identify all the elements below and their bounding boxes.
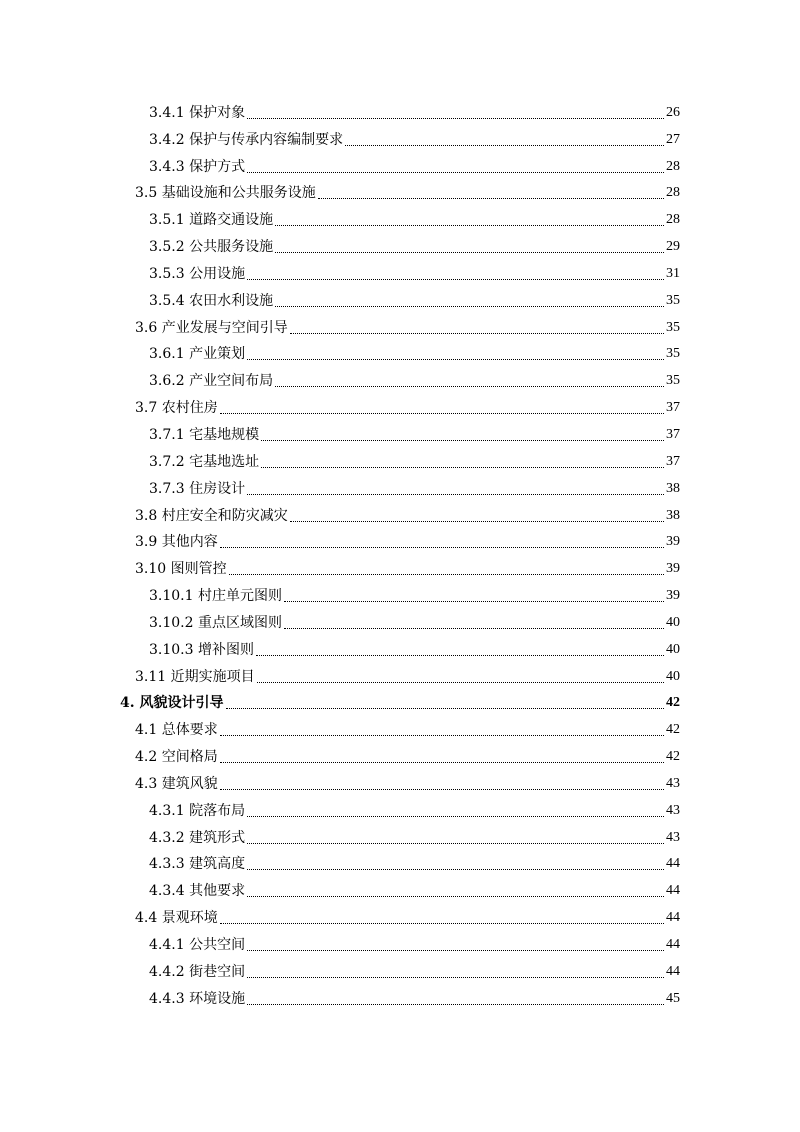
toc-page-number: 44 — [666, 910, 680, 926]
toc-page-number: 29 — [666, 239, 680, 255]
toc-page-number: 42 — [666, 722, 680, 738]
toc-entry[interactable] — [0, 582, 800, 609]
toc-entry[interactable] — [0, 931, 800, 958]
toc-entry-title: 3.8 村庄安全和防灾减灾 — [135, 507, 288, 524]
toc-entry[interactable] — [0, 180, 800, 207]
toc-entry-title: 3.5.2 公共服务设施 — [149, 239, 274, 256]
toc-dot-leader — [247, 359, 664, 360]
toc-entry-title: 4. 风貌设计引导 — [120, 695, 224, 712]
toc-entry-title: 3.7.1 宅基地规模 — [149, 426, 260, 443]
toc-page-number: 39 — [666, 534, 680, 550]
toc-page-number: 38 — [666, 480, 680, 496]
toc-dot-leader — [226, 708, 665, 709]
toc-entry-title: 3.5 基础设施和公共服务设施 — [135, 185, 316, 202]
toc-entry-title: 3.10.2 重点区域图则 — [149, 614, 282, 631]
toc-entry-title: 4.4.2 街巷空间 — [149, 963, 246, 980]
toc-dot-leader — [220, 923, 664, 924]
toc-page-number: 44 — [666, 963, 680, 979]
toc-dot-leader — [247, 494, 664, 495]
toc-entry[interactable] — [0, 636, 800, 663]
toc-dot-leader — [229, 574, 664, 575]
toc-entry-title: 4.4.3 环境设施 — [149, 990, 246, 1007]
toc-entry[interactable] — [0, 421, 800, 448]
toc-page-number: 37 — [666, 453, 680, 469]
toc-dot-leader — [284, 601, 664, 602]
toc-dot-leader — [247, 950, 664, 951]
toc-dot-leader — [284, 628, 664, 629]
toc-entry[interactable] — [0, 797, 800, 824]
toc-dot-leader — [247, 843, 664, 844]
toc-page-number: 37 — [666, 426, 680, 442]
toc-page-number: 39 — [666, 561, 680, 577]
toc-dot-leader — [247, 172, 664, 173]
toc-page-number: 43 — [666, 775, 680, 791]
toc-page-number: 40 — [666, 614, 680, 630]
toc-dot-leader — [261, 440, 664, 441]
toc-entry-title: 4.4 景观环境 — [135, 910, 218, 927]
toc-dot-leader — [247, 869, 664, 870]
toc-entry[interactable] — [0, 690, 800, 717]
toc-page-number: 35 — [666, 292, 680, 308]
toc-entry[interactable] — [0, 663, 800, 690]
toc-entry[interactable] — [0, 367, 800, 394]
toc-entry-title: 3.7.3 住房设计 — [149, 480, 246, 497]
toc-dot-leader — [247, 977, 664, 978]
toc-page-number: 44 — [666, 937, 680, 952]
toc-page-number: 35 — [666, 373, 680, 389]
toc-entry-title: 3.4.2 保护与传承内容编制要求 — [149, 131, 344, 148]
toc-entry[interactable] — [0, 770, 800, 797]
toc-dot-leader — [220, 413, 664, 414]
toc-entry-title: 3.5.4 农田水利设施 — [149, 292, 274, 309]
toc-entry[interactable] — [0, 904, 800, 931]
toc-entry[interactable] — [0, 475, 800, 502]
toc-entry-title: 4.4.1 公共空间 — [149, 937, 246, 953]
toc-entry[interactable] — [0, 341, 800, 368]
toc-page-number: 39 — [666, 588, 680, 604]
toc-page-number: 43 — [666, 802, 680, 818]
toc-page-number: 31 — [666, 265, 680, 281]
toc-dot-leader — [345, 145, 664, 146]
toc-page-number: 28 — [666, 158, 680, 174]
toc-entry[interactable] — [0, 529, 800, 556]
toc-entry[interactable] — [0, 448, 800, 475]
toc-entry[interactable] — [0, 233, 800, 260]
toc-entry-title: 3.11 近期实施项目 — [135, 668, 255, 685]
toc-entry-title: 4.1 总体要求 — [135, 722, 218, 739]
toc-entry[interactable] — [0, 314, 800, 341]
toc-entry[interactable] — [0, 206, 800, 233]
toc-entry-title: 4.3.4 其他要求 — [149, 883, 246, 900]
toc-page-number: 42 — [666, 749, 680, 765]
toc-dot-leader — [275, 386, 664, 387]
toc-entry[interactable] — [0, 716, 800, 743]
toc-page-number: 38 — [666, 507, 680, 523]
toc-page-number: 28 — [666, 212, 680, 228]
toc-entry[interactable] — [0, 609, 800, 636]
toc-entry-title: 3.5.1 道路交通设施 — [149, 212, 274, 229]
toc-entry-title: 3.4.3 保护方式 — [149, 158, 246, 175]
toc-dot-leader — [220, 789, 664, 790]
toc-dot-leader — [290, 333, 664, 334]
toc-page-number: 28 — [666, 185, 680, 201]
toc-dot-leader — [247, 118, 664, 119]
toc-entry-title: 4.3.1 院落布局 — [149, 802, 246, 819]
toc-entry-title: 4.3 建筑风貌 — [135, 775, 218, 792]
toc-dot-leader — [247, 896, 664, 897]
toc-dot-leader — [247, 816, 664, 817]
toc-dot-leader — [290, 521, 664, 522]
toc-entry-title: 4.3.3 建筑高度 — [149, 856, 246, 873]
toc-entry-title: 3.7.2 宅基地选址 — [149, 453, 260, 470]
toc-entry[interactable] — [0, 394, 800, 421]
toc-entry[interactable] — [0, 126, 800, 153]
toc-page-number: 40 — [666, 641, 680, 657]
toc-entry-title: 3.9 其他内容 — [135, 534, 218, 551]
toc-entry[interactable] — [0, 877, 800, 904]
toc-entry-title: 3.4.1 保护对象 — [149, 104, 246, 121]
toc-dot-leader — [275, 225, 664, 226]
toc-entry[interactable] — [0, 743, 800, 770]
toc-page-number: 43 — [666, 829, 680, 845]
toc-dot-leader — [257, 682, 664, 683]
toc-dot-leader — [220, 735, 664, 736]
toc-dot-leader — [261, 467, 664, 468]
toc-page-number: 44 — [666, 856, 680, 872]
toc-entry-title: 3.5.3 公用设施 — [149, 265, 246, 282]
toc-entry-title: 3.10 图则管控 — [135, 561, 227, 578]
toc-entry-title: 4.3.2 建筑形式 — [149, 829, 246, 846]
toc-page-number: 44 — [666, 883, 680, 899]
toc-dot-leader — [247, 1004, 664, 1005]
toc-entry-title: 3.6 产业发展与空间引导 — [135, 319, 288, 336]
toc-dot-leader — [247, 279, 664, 280]
toc-page-number: 42 — [666, 695, 680, 711]
toc-entry-title: 3.10.3 增补图则 — [149, 641, 254, 658]
toc-dot-leader — [220, 547, 664, 548]
toc-page-number: 40 — [666, 668, 680, 684]
toc-entry[interactable] — [0, 153, 800, 180]
toc-entry[interactable] — [0, 824, 800, 851]
toc-entry-title: 3.6.2 产业空间布局 — [149, 373, 274, 390]
toc-dot-leader — [275, 306, 664, 307]
toc-entry[interactable] — [0, 99, 800, 126]
toc-dot-leader — [275, 252, 664, 253]
toc-entry[interactable] — [0, 287, 800, 314]
toc-entry-title: 3.7 农村住房 — [135, 400, 218, 417]
toc-page-number: 45 — [666, 990, 680, 1006]
toc-page-number: 26 — [666, 104, 680, 120]
toc-entry[interactable] — [0, 555, 800, 582]
table-of-contents — [0, 99, 800, 1012]
toc-entry-title: 4.2 空间格局 — [135, 749, 218, 766]
toc-page-number: 27 — [666, 131, 680, 147]
toc-entry[interactable] — [0, 260, 800, 287]
toc-dot-leader — [220, 762, 664, 763]
toc-page-number: 35 — [666, 346, 680, 362]
toc-entry-title: 3.10.1 村庄单元图则 — [149, 588, 282, 605]
toc-entry[interactable] — [0, 851, 800, 878]
toc-entry[interactable] — [0, 502, 800, 529]
toc-page-number: 37 — [666, 400, 680, 416]
toc-entry[interactable] — [0, 985, 800, 1012]
toc-page-number: 35 — [666, 319, 680, 335]
toc-entry[interactable] — [0, 958, 800, 985]
toc-dot-leader — [256, 655, 664, 656]
toc-entry-title: 3.6.1 产业策划 — [149, 346, 246, 363]
toc-dot-leader — [318, 198, 664, 199]
